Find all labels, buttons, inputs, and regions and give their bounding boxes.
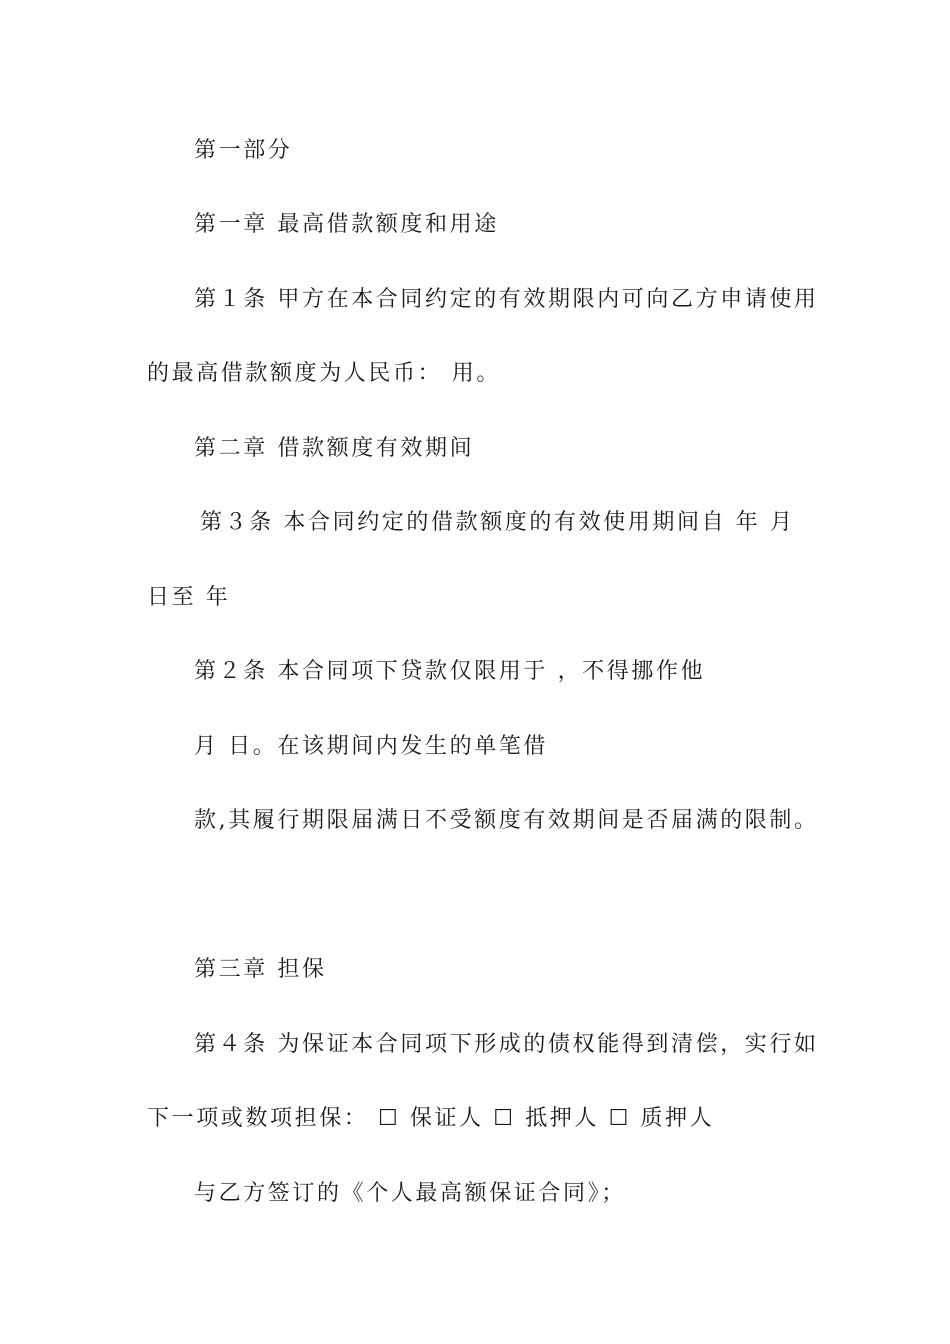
- clause-text: 月 日。在该期间内发生的单笔借: [194, 734, 548, 759]
- clause-text: 与乙方签订的《个人最高额保证合同》；: [194, 1181, 626, 1206]
- clause-text: 第３条 本合同约定的借款额度的有效使用期间自 年 月: [200, 510, 795, 535]
- clause-text: 第２条 本合同项下贷款仅限用于 ，不得挪作他: [194, 659, 706, 684]
- clause-text: 第１条 甲方在本合同约定的有效期限内可向乙方申请使用: [194, 287, 819, 312]
- chapter-heading: 第二章 借款额度有效期间: [194, 436, 475, 461]
- chapter-heading: 第一章 最高借款额度和用途: [194, 212, 499, 237]
- clause-text: 的最高借款额度为人民币： 用。: [147, 361, 501, 386]
- guarantee-options: 下一项或数项担保： ☐ 保证人 ☐ 抵押人 ☐ 质押人: [147, 1106, 715, 1131]
- clause-text: 款,其履行期限届满日不受额度有效期间是否届满的限制。: [194, 808, 819, 833]
- section-heading: 第一部分: [194, 138, 293, 163]
- clause-text: 第４条 为保证本合同项下形成的债权能得到清偿，实行如: [194, 1032, 819, 1057]
- clause-text: 日至 年: [147, 585, 231, 610]
- chapter-heading: 第三章 担保: [194, 957, 327, 982]
